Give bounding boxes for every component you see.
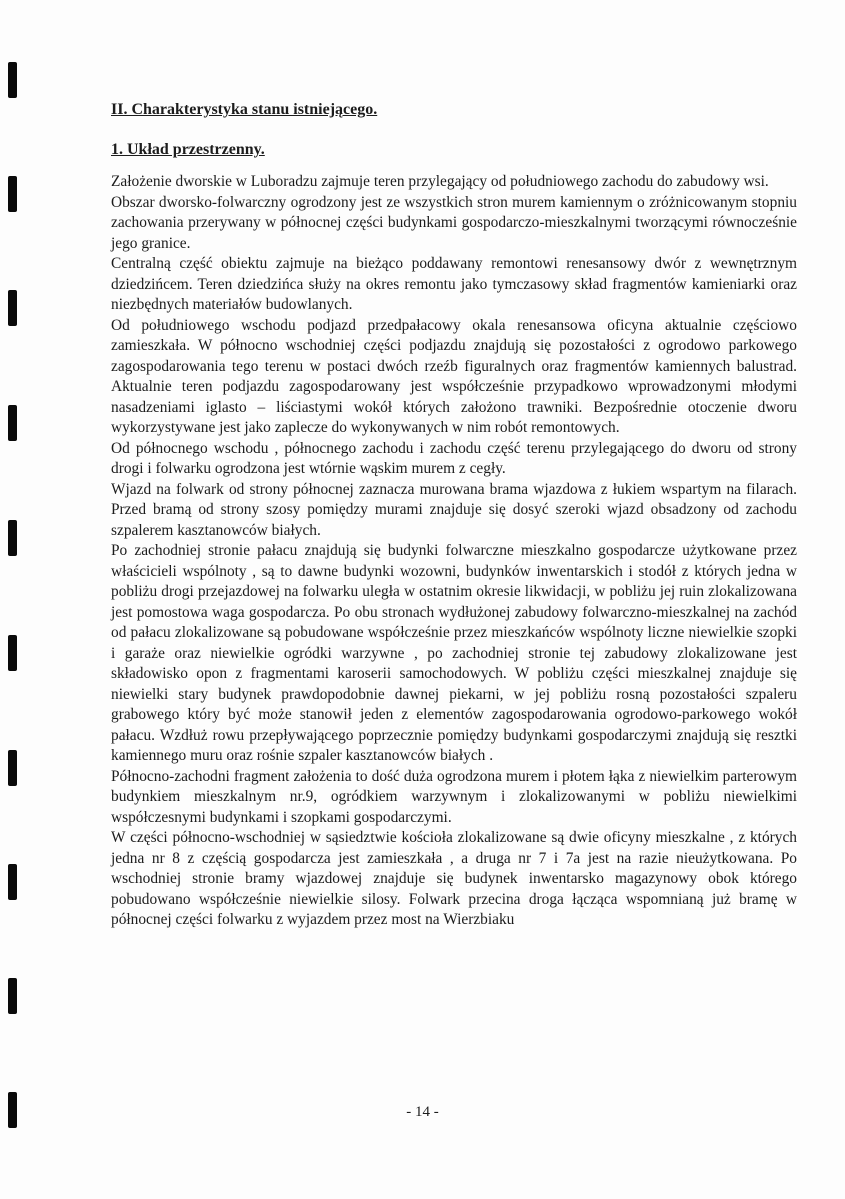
paragraph: Obszar dworsko-folwarczny ogrodzony jest ze wszystkich stron murem kamiennym o zróżnicowanym stopniu zachowania przerywany w północnej części budynkami gospodarczo-mieszkalnymi tworzącymi równocześnie jego granice.: [111, 193, 797, 252]
binder-punch-mark: [8, 290, 17, 326]
paragraph: Wjazd na folwark od strony północnej zaznacza murowana brama wjazdowa z łukiem wspartym na filarach. Przed bramą od strony szosy pomiędzy murami znajduje się dosyć szeroki wjazd obsadzony od zachodu szpalerem kasztanowców białych.: [111, 480, 797, 539]
paragraph: W części północno-wschodniej w sąsiedztwie kościoła zlokalizowane są dwie oficyny mieszkalne , z których jedna nr 8 z częścią gospodarcza jest zamieszkała , a druga nr 7 i 7a jest na razie nieużytkowana. Po wschodniej stronie bramy wjazdowej znajduje się budynek inwentarsko magazynowy obok którego pobudowano współcześnie niewielkie silosy. Folwark przecina droga łącząca wspomnianą już bramę w północnej części folwarku z wyjazdem przez most na Wierzbiaku: [111, 829, 797, 928]
body-text: [111, 172, 797, 931]
binder-punch-mark: [8, 405, 17, 441]
binder-punch-mark: [8, 176, 17, 212]
paragraph: Centralną część obiektu zajmuje na bieżąco poddawany remontowi renesansowy dwór z wewnętrznym dziedzińcem. Teren dziedzińca służy na okres remontu jako tymczasowy skład fragmentów kamieniarki oraz niezbędnych materiałów budowlanych.: [111, 255, 797, 313]
paragraph: Od północnego wschodu , północnego zachodu i zachodu część terenu przylegającego do dworu od strony drogi i folwarku ogrodzona jest wtórnie wąskim murem z cegły.: [111, 439, 797, 477]
subsection-title: 1. Układ przestrzenny.: [111, 141, 265, 158]
binder-punch-mark: [8, 62, 17, 98]
paragraph: Założenie dworskie w Luboradzu zajmuje teren przylegający od południowego zachodu do zabudowy wsi.: [111, 173, 769, 190]
binder-punch-mark: [8, 750, 17, 786]
binder-punch-mark: [8, 864, 17, 900]
page-number: - 14 -: [406, 1104, 439, 1120]
paragraph: Po zachodniej stronie pałacu znajdują się budynki folwarczne mieszkalno gospodarcze użytkowane przez właścicieli wspólnoty , są to dawne budynki wozowni, budynków inwentarskich i stodół z których jedna w pobliżu drogi przejazdowej na folwarku uległa w ostatnim okresie likwidacji, w pobliżu jej ruin zlokalizowana jest pomostowa waga gospodarcza. Po obu stronach wydłużonej zabudowy folwarczno-mieszkalnej na zachód od pałacu zlokalizowane są pobudowane współcześnie przez mieszkańców wspólnoty liczne niewielkie szopki i garaże oraz niewielkie ogródki warzywne , po zachodniej stronie tej zabudowy zlokalizowane jest składowisko opon z fragmentami karoserii samochodowych. W pobliżu części mieszkalnej znajduje się niewielki stary budynek prawdopodobnie dawnej piekarni, w jej pobliżu rosną pozostałości szpaleru grabowego który być może stanowił jeden z elementów zagospodarowania ogrodowo-parkowego wokół pałacu. Wzdłuż rowu przepływającego poprzecznie pomiędzy budynkami gospodarczymi znajdują się resztki kamiennego muru oraz rośnie szpaler kasztanowców białych .: [111, 542, 797, 764]
paragraph: Od południowego wschodu podjazd przedpałacowy okala renesansowa oficyna aktualnie częściowo zamieszkała. W północno wschodniej części podjazdu znajdują się pozostałości z ogrodowo parkowego zagospodarowania tego terenu w postaci dwóch rzeźb figuralnych oraz fragmentów kamiennych balustrad. Aktualnie teren podjazdu zagospodarowany jest współcześnie przypadkowo wprowadzonymi młodymi nasadzeniami iglasto – liściastymi wokół których założono trawniki. Bezpośrednie otoczenie dworu wykorzystywane jest jako zaplecze do wykonywanych w nim robót remontowych.: [111, 316, 797, 436]
binder-punch-mark: [8, 635, 17, 671]
section-title: II. Charakterystyka stanu istniejącego.: [111, 101, 378, 118]
binder-punch-mark: [8, 520, 17, 556]
paragraph: Północno-zachodni fragment założenia to dość duża ogrodzona murem i płotem łąka z niewielkim parterowym budynkiem mieszkalnym nr.9, ogródkiem warzywnym i zlokalizowanymi w pobliżu niewielkimi współczesnymi budynkami i szopkami gospodarczymi.: [111, 767, 797, 826]
binder-punch-mark: [8, 978, 17, 1014]
